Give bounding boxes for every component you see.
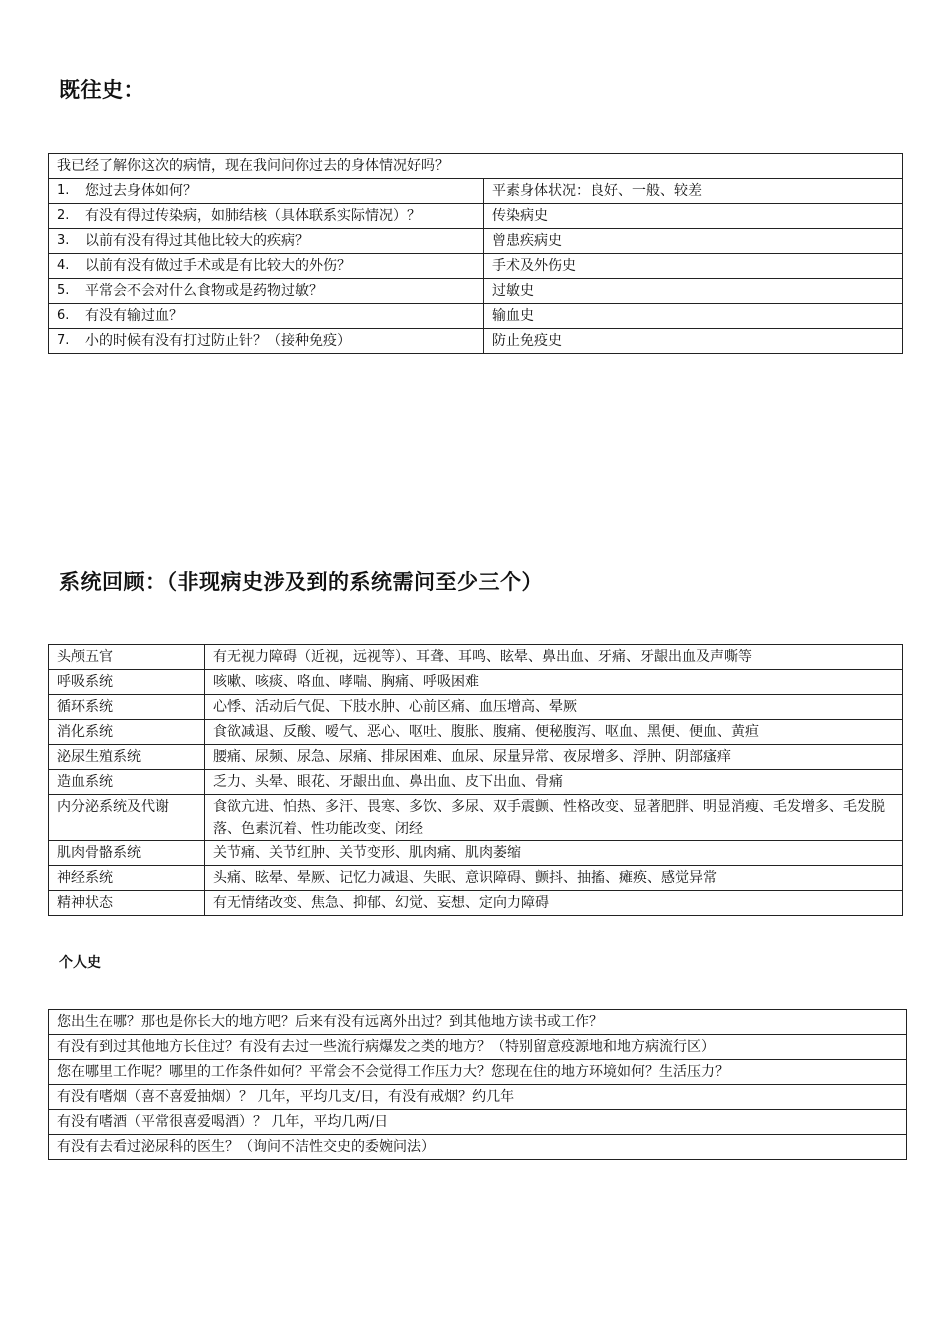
system-items: 头痛、眩晕、晕厥、记忆力减退、失眠、意识障碍、颤抖、抽搐、瘫痪、感觉异常 xyxy=(205,866,903,891)
question-text: 有没有得过传染病，如肺结核（具体联系实际情况）？ xyxy=(85,208,421,224)
system-review-title: 系统回顾：（非现病史涉及到的系统需问至少三个） xyxy=(59,570,543,594)
topic-cell: 过敏史 xyxy=(484,279,903,304)
table-row xyxy=(49,770,903,795)
past-history-table xyxy=(48,153,903,354)
question-cell xyxy=(49,204,484,229)
table-row xyxy=(49,670,903,695)
table-row xyxy=(49,1010,907,1035)
system-items: 乏力、头晕、眼花、牙龈出血、鼻出血、皮下出血、骨痛 xyxy=(205,770,903,795)
system-name: 头颅五官 xyxy=(49,645,205,670)
table-row xyxy=(49,1060,907,1085)
question-text: 平常会不会对什么食物或是药物过敏？ xyxy=(85,283,323,299)
system-items: 关节痛、关节红肿、关节变形、肌肉痛、肌肉萎缩 xyxy=(205,841,903,866)
question-text: 以前有没有做过手术或是有比较大的外伤？ xyxy=(85,258,351,274)
table-row xyxy=(49,154,903,179)
item-number: 3. xyxy=(57,233,70,248)
topic-cell: 传染病史 xyxy=(484,204,903,229)
question-text: 您过去身体如何？ xyxy=(85,183,197,199)
topic-cell: 曾患疾病史 xyxy=(484,229,903,254)
question-cell xyxy=(49,304,484,329)
table-row xyxy=(49,254,903,279)
system-items: 有无情绪改变、焦急、抑郁、幻觉、妄想、定向力障碍 xyxy=(205,891,903,916)
topic-cell: 防止免疫史 xyxy=(484,329,903,354)
personal-question: 有没有嗜酒（平常很喜爱喝酒）？ 几年，平均几两/日 xyxy=(49,1110,907,1135)
table-row xyxy=(49,841,903,866)
system-name: 循环系统 xyxy=(49,695,205,720)
table-row xyxy=(49,1135,907,1160)
system-name: 内分泌系统及代谢 xyxy=(49,795,205,841)
item-number: 2. xyxy=(57,208,70,223)
system-name: 造血系统 xyxy=(49,770,205,795)
table-row xyxy=(49,745,903,770)
personal-question: 有没有嗜烟（喜不喜爱抽烟）？ 几年，平均几支/日，有没有戒烟？约几年 xyxy=(49,1085,907,1110)
question-cell xyxy=(49,254,484,279)
personal-question: 您在哪里工作呢？哪里的工作条件如何？平常会不会觉得工作压力大？您现在住的地方环境如何？生活压力？ xyxy=(49,1060,907,1085)
system-items: 心悸、活动后气促、下肢水肿、心前区痛、血压增高、晕厥 xyxy=(205,695,903,720)
system-items: 食欲亢进、怕热、多汗、畏寒、多饮、多尿、双手震颤、性格改变、显著肥胖、明显消瘦、毛发增多、毛发脱落、色素沉着、性功能改变、闭经 xyxy=(205,795,903,841)
item-number: 4. xyxy=(57,258,70,273)
item-number: 5. xyxy=(57,283,70,298)
intro-cell: 我已经了解你这次的病情，现在我问问你过去的身体情况好吗？ xyxy=(49,154,903,179)
system-items: 腰痛、尿频、尿急、尿痛、排尿困难、血尿、尿量异常、夜尿增多、浮肿、阴部瘙痒 xyxy=(205,745,903,770)
question-text: 小的时候有没有打过防止针？（接种免疫） xyxy=(85,333,351,349)
topic-cell: 手术及外伤史 xyxy=(484,254,903,279)
system-name: 消化系统 xyxy=(49,720,205,745)
system-items: 食欲减退、反酸、嗳气、恶心、呕吐、腹胀、腹痛、便秘腹泻、呕血、黑便、便血、黄疸 xyxy=(205,720,903,745)
question-cell xyxy=(49,179,484,204)
item-number: 7. xyxy=(57,333,70,348)
system-name: 呼吸系统 xyxy=(49,670,205,695)
table-row xyxy=(49,329,903,354)
question-cell xyxy=(49,229,484,254)
system-review-table xyxy=(48,644,903,916)
table-row xyxy=(49,204,903,229)
table-row xyxy=(49,1110,907,1135)
personal-history-table xyxy=(48,1009,907,1160)
table-row xyxy=(49,695,903,720)
system-name: 神经系统 xyxy=(49,866,205,891)
table-row xyxy=(49,645,903,670)
system-items: 咳嗽、咳痰、咯血、哮喘、胸痛、呼吸困难 xyxy=(205,670,903,695)
question-cell xyxy=(49,279,484,304)
table-row xyxy=(49,1035,907,1060)
item-number: 6. xyxy=(57,308,70,323)
system-items: 有无视力障碍（近视，远视等）、耳聋、耳鸣、眩晕、鼻出血、牙痛、牙龈出血及声嘶等 xyxy=(205,645,903,670)
question-text: 以前有没有得过其他比较大的疾病？ xyxy=(85,233,309,249)
personal-question: 有没有去看过泌尿科的医生？（询问不洁性交史的委婉问法） xyxy=(49,1135,907,1160)
table-row xyxy=(49,866,903,891)
personal-question: 您出生在哪？那也是你长大的地方吧？后来有没有远离外出过？到其他地方读书或工作？ xyxy=(49,1010,907,1035)
question-cell xyxy=(49,329,484,354)
table-row xyxy=(49,229,903,254)
table-row xyxy=(49,891,903,916)
table-row xyxy=(49,1085,907,1110)
table-row xyxy=(49,179,903,204)
system-name: 肌肉骨骼系统 xyxy=(49,841,205,866)
item-number: 1. xyxy=(57,183,70,198)
table-row xyxy=(49,795,903,841)
past-history-title: 既往史： xyxy=(59,78,145,102)
system-name: 精神状态 xyxy=(49,891,205,916)
topic-cell: 平素身体状况：良好、一般、较差 xyxy=(484,179,903,204)
topic-cell: 输血史 xyxy=(484,304,903,329)
table-row xyxy=(49,304,903,329)
question-text: 有没有输过血？ xyxy=(85,308,183,324)
table-row xyxy=(49,720,903,745)
personal-history-title: 个人史 xyxy=(59,955,101,971)
personal-question: 有没有到过其他地方长住过？有没有去过一些流行病爆发之类的地方？（特别留意疫源地和地方病流行区） xyxy=(49,1035,907,1060)
system-name: 泌尿生殖系统 xyxy=(49,745,205,770)
table-row xyxy=(49,279,903,304)
